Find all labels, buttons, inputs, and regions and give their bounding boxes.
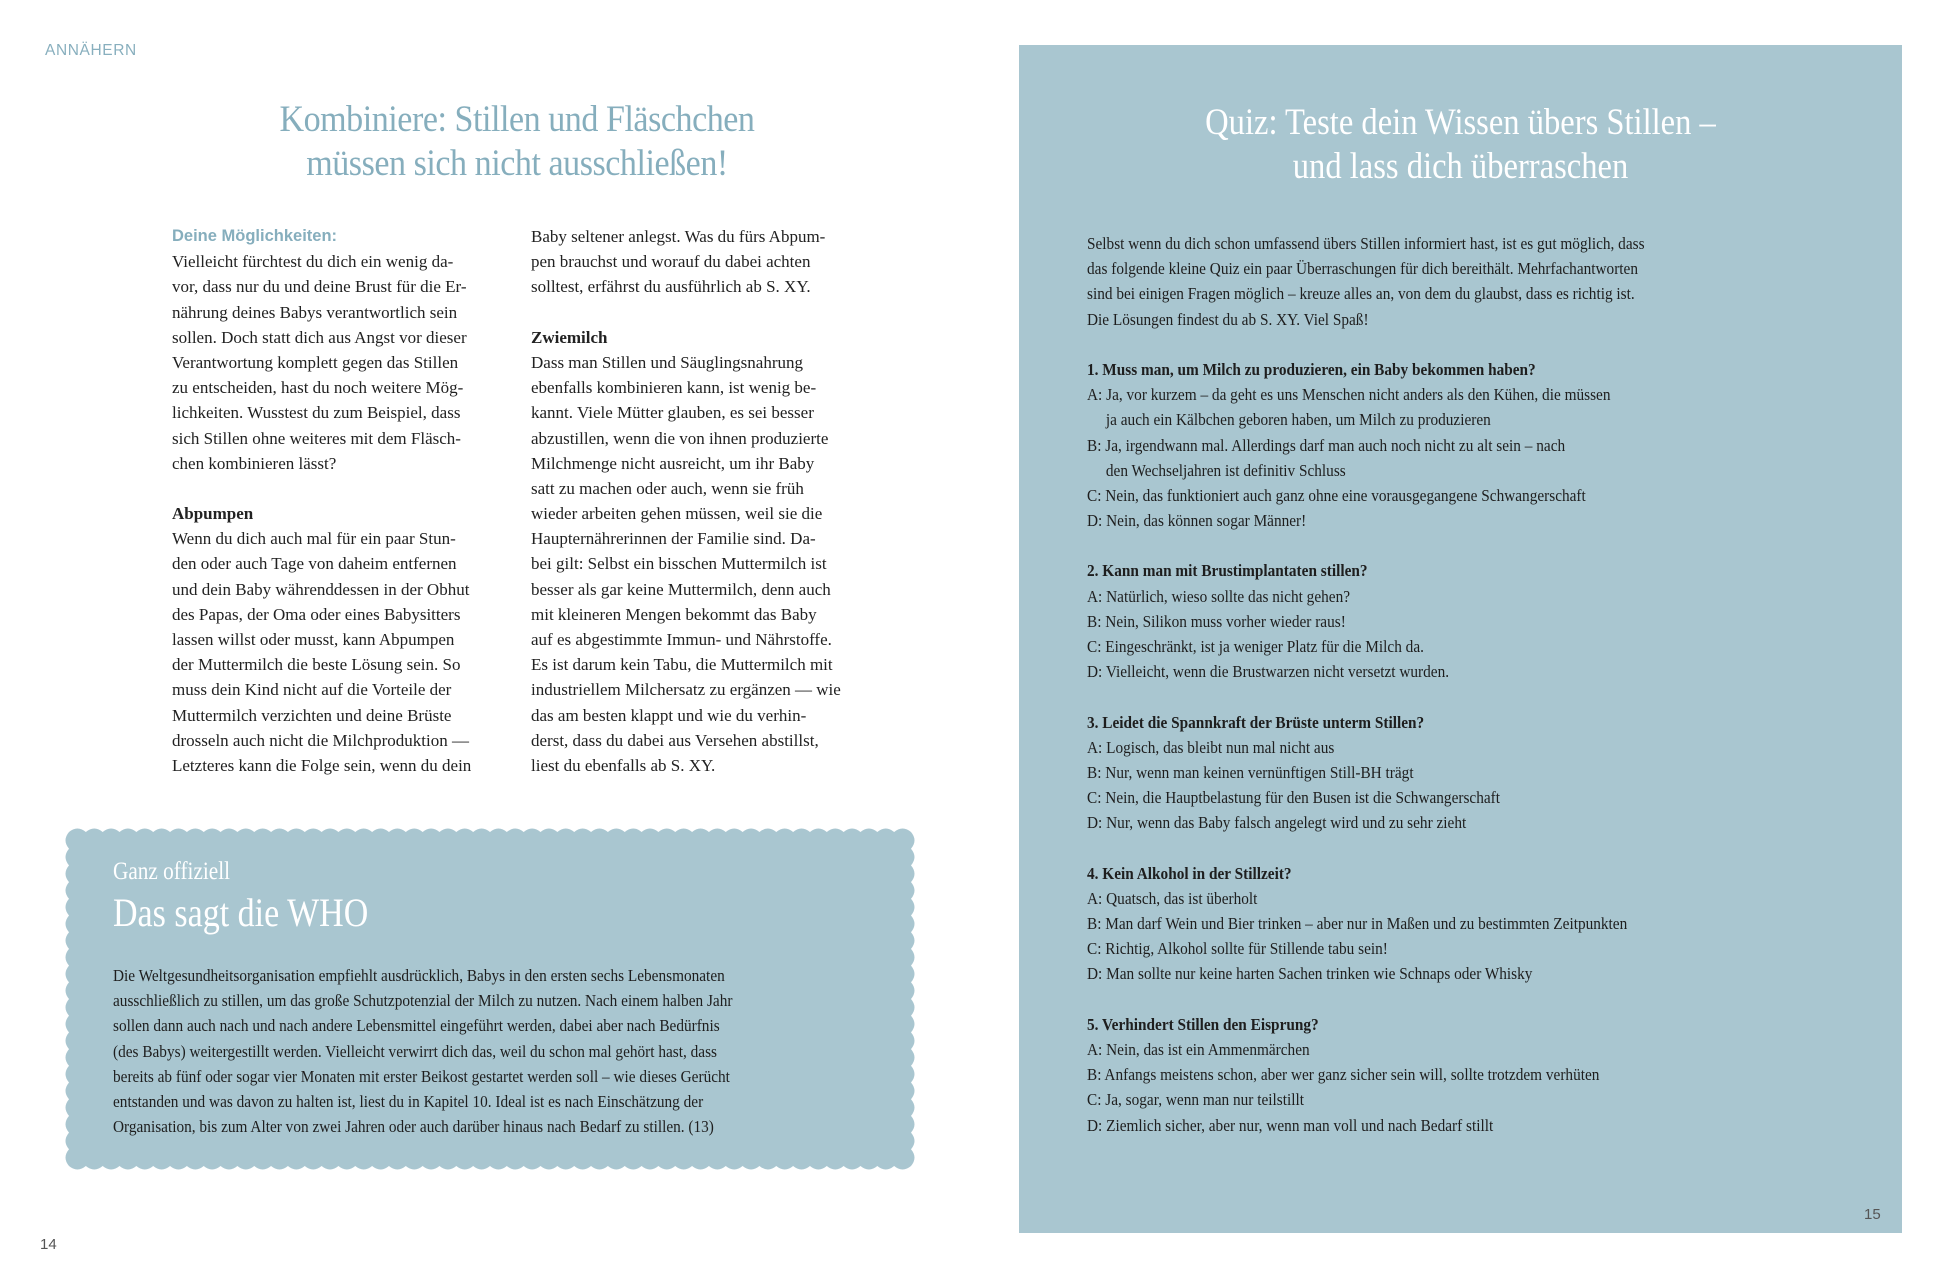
quiz-intro-line: das folgende kleine Quiz ein paar Überraschungen für dich bereithält. Mehrfachantworten — [1087, 259, 1638, 279]
paragraph-gap — [1087, 332, 1897, 357]
text-line: pen brauchst und worauf du dabei achten — [531, 252, 811, 272]
quiz-answer-option: D: Vielleicht, wenn die Brustwarzen nicht versetzt wurden. — [1087, 662, 1450, 682]
paragraph-abpumpen — [172, 526, 512, 778]
quiz-question-text: 5. Verhindert Stillen den Eisprung? — [1087, 1014, 1319, 1034]
quiz-answer-option: A: Nein, das ist ein Ammenmärchen — [1087, 1040, 1310, 1059]
quiz-answer-option: A: Ja, vor kurzem – da geht es uns Menschen nicht anders als den Kühen, die müssen — [1087, 385, 1611, 405]
text-line: liest du ebenfalls ab S. XY. — [531, 755, 716, 775]
quiz-question-4 — [1087, 861, 1897, 987]
text-line: industriellem Milchersatz zu ergänzen — wie — [531, 680, 841, 700]
text-line: lassen willst oder musst, kann Abpumpen — [172, 630, 455, 649]
text-column-1 — [172, 224, 512, 778]
page-title-right — [1072, 101, 1849, 189]
text-line: und dein Baby währenddessen in der Obhut — [172, 579, 470, 599]
quiz-answer-option: C: Nein, das funktioniert auch ganz ohne eine vorausgegangene Schwangerschaft — [1087, 485, 1586, 505]
text-line: drosseln auch nicht die Milchproduktion — — [172, 730, 469, 750]
who-box-title: Das sagt die WHO — [113, 890, 369, 935]
quiz-answer-option: A: Natürlich, wieso sollte das nicht gehen? — [1087, 586, 1351, 606]
page-number-left: 14 — [40, 1236, 57, 1253]
quiz-answer-option: D: Nein, das können sogar Männer! — [1087, 511, 1307, 531]
quiz-answer-option: ja auch ein Kälbchen geboren haben, um Milch zu produzieren — [1105, 410, 1491, 430]
quiz-body — [1087, 231, 1897, 1138]
text-line: muss dein Kind nicht auf die Vorteile der — [172, 680, 452, 700]
paragraph-gap — [172, 476, 512, 501]
text-line: besser als gar keine Muttermilch, denn auch — [531, 579, 831, 599]
subheading-zwiemilch: Zwiemilch — [531, 327, 608, 347]
quiz-answer-option: C: Eingeschränkt, ist ja weniger Platz für die Milch da. — [1087, 637, 1424, 656]
text-line: nährung deines Babys verantwortlich sein — [172, 302, 458, 322]
quiz-answer-option: D: Nur, wenn das Baby falsch angelegt wird und zu sehr zieht — [1087, 813, 1467, 833]
quiz-answer-option: C: Ja, sogar, wenn man nur teilstillt — [1087, 1090, 1304, 1110]
quiz-question-2 — [1087, 558, 1897, 684]
title-line: müssen sich nicht ausschließen! — [306, 143, 728, 184]
paragraph-gap — [531, 300, 871, 325]
text-line: ebenfalls kombinieren kann, ist wenig be- — [531, 378, 817, 398]
text-line: Wenn du dich auch mal für ein paar Stun- — [172, 529, 456, 549]
quiz-question-5 — [1087, 1012, 1897, 1138]
text-line: Dass man Stillen und Säuglingsnahrung — [531, 352, 803, 372]
quiz-question-text: 4. Kein Alkohol in der Stillzeit? — [1087, 863, 1292, 883]
quiz-question-1 — [1087, 357, 1897, 533]
quiz-answer-option: C: Richtig, Alkohol sollte für Stillende tabu sein! — [1087, 939, 1388, 959]
quiz-answer-option: A: Quatsch, das ist überholt — [1087, 888, 1258, 908]
text-line: bei gilt: Selbst ein bisschen Muttermilch ist — [531, 554, 827, 574]
section-label: ANNÄHERN — [45, 42, 137, 59]
quiz-answer-option: D: Man sollte nur keine harten Sachen trinken wie Schnaps oder Whisky — [1087, 964, 1533, 984]
text-line: Letzteres kann die Folge sein, wenn du dein — [172, 755, 472, 775]
paragraph-zwiemilch — [531, 350, 871, 778]
text-line: entstanden und was davon zu halten ist, liest du in Kapitel 10. Ideal ist es nach Einschätzung der — [113, 1091, 704, 1111]
text-line: wieder arbeiten gehen müssen, weil sie die — [531, 504, 823, 524]
quiz-question-text: 1. Muss man, um Milch zu produzieren, ein Baby bekommen haben? — [1087, 359, 1536, 379]
who-box-body — [113, 963, 923, 1139]
text-column-2 — [531, 224, 871, 778]
quiz-answer-option: B: Man darf Wein und Bier trinken – aber nur in Maßen und zu bestimmten Zeitpunkten — [1087, 914, 1628, 934]
text-line: chen kombinieren lässt? — [172, 453, 337, 473]
text-line: vor, dass nur du und deine Brust für die Er- — [172, 277, 467, 297]
paragraph-intro — [172, 249, 512, 476]
text-line: mit kleineren Mengen bekommt das Baby — [531, 604, 817, 624]
text-line: sollen. Doch statt dich aus Angst vor dieser — [172, 327, 467, 347]
quiz-answer-option: B: Nur, wenn man keinen vernünftigen Still-BH trägt — [1087, 762, 1414, 782]
text-line: Organisation, bis zum Alter von zwei Jahren oder auch darüber hinaus nach Bedarf zu stillen. (13) — [113, 1117, 714, 1137]
paragraph-gap — [1087, 987, 1897, 1012]
subheading-abpumpen: Abpumpen — [172, 504, 254, 524]
text-line: sollen dann auch nach und nach andere Lebensmittel eingeführt werden, dabei aber nach Bedürfnis — [113, 1016, 720, 1036]
quiz-intro-line: Die Lösungen findest du ab S. XY. Viel Spaß! — [1087, 309, 1369, 329]
text-line: Es ist darum kein Tabu, die Muttermilch mit — [531, 655, 833, 675]
quiz-intro-line: Selbst wenn du dich schon umfassend übers Stillen informiert hast, ist es gut möglich, dass — [1087, 234, 1645, 253]
quiz-answer-option: B: Ja, irgendwann mal. Allerdings darf man auch noch nicht zu alt sein – nach — [1087, 435, 1566, 455]
quiz-answer-option: den Wechseljahren ist definitiv Schluss — [1105, 460, 1346, 480]
text-line: Muttermilch verzichten und deine Brüste — [172, 705, 452, 725]
text-line: kannt. Viele Mütter glauben, es sei besser — [531, 403, 814, 423]
text-line: Milchmenge nicht ausreicht, um ihr Baby — [531, 453, 815, 473]
text-line: (des Babys) weitergestillt werden. Vielleicht verwirrt dich das, weil du schon mal gehört hast, dass — [113, 1041, 717, 1061]
text-line: der Muttermilch die beste Lösung sein. So — [172, 655, 461, 675]
paragraph-gap — [1087, 836, 1897, 861]
page-title-left — [200, 98, 835, 186]
quiz-question-3 — [1087, 710, 1897, 836]
quiz-intro-line: sind bei einigen Fragen möglich – kreuze alles an, von dem du glaubst, dass es richtig ist. — [1087, 284, 1635, 304]
text-line: des Papas, der Oma oder eines Babysitters — [172, 604, 461, 624]
text-line: auf es abgestimmte Immun- und Nährstoffe. — [531, 630, 832, 649]
subheading-options: Deine Möglichkeiten: — [172, 227, 338, 245]
text-line: das am besten klappt und wie du verhin- — [531, 705, 807, 725]
paragraph-abpumpen-continued — [531, 224, 871, 300]
quiz-answer-option: A: Logisch, das bleibt nun mal nicht aus — [1087, 737, 1335, 757]
quiz-answer-option: B: Nein, Silikon muss vorher wieder raus! — [1087, 611, 1346, 631]
quiz-answer-option: C: Nein, die Hauptbelastung für den Busen ist die Schwangerschaft — [1087, 788, 1501, 808]
text-line: sich Stillen ohne weiteres mit dem Fläsch- — [172, 428, 461, 448]
text-line: Verantwortung komplett gegen das Stillen — [172, 352, 459, 372]
title-line: Kombiniere: Stillen und Fläschchen — [279, 99, 755, 140]
page-number-right: 15 — [1864, 1206, 1881, 1223]
text-line: zu entscheiden, hast du noch weitere Mög- — [172, 378, 464, 398]
quiz-question-text: 2. Kann man mit Brustimplantaten stillen? — [1087, 561, 1368, 581]
text-line: bereits ab fünf oder sogar vier Monaten mit erster Beikost gestartet werden soll – wie dieses Gerücht — [113, 1066, 730, 1086]
text-line: den oder auch Tage von daheim entfernen — [172, 554, 457, 574]
text-line: derst, dass du dabei aus Versehen abstillst, — [531, 730, 819, 750]
title-line: Quiz: Teste dein Wissen übers Stillen – — [1205, 102, 1716, 143]
paragraph-gap — [1087, 684, 1897, 709]
text-line: satt zu machen oder auch, wenn sie früh — [531, 478, 804, 498]
text-line: lichkeiten. Wusstest du zum Beispiel, dass — [172, 403, 461, 423]
text-line: solltest, erfährst du ausführlich ab S. XY. — [531, 277, 811, 297]
who-box-kicker: Ganz offiziell — [113, 858, 231, 885]
quiz-answer-option: B: Anfangs meistens schon, aber wer ganz sicher sein will, sollte trotzdem verhüten — [1087, 1065, 1600, 1085]
text-line: Baby seltener anlegst. Was du fürs Abpum- — [531, 227, 826, 246]
text-line: abzustillen, wenn die von ihnen produzierte — [531, 428, 829, 448]
paragraph-gap — [1087, 533, 1897, 558]
quiz-question-text: 3. Leidet die Spannkraft der Brüste unterm Stillen? — [1087, 712, 1425, 732]
text-line: ausschließlich zu stillen, um das große Schutzpotenzial der Milch zu nutzen. Nach einem halben Jahr — [113, 991, 733, 1011]
text-line: Die Weltgesundheitsorganisation empfiehlt ausdrücklich, Babys in den ersten sechs Lebensmonaten — [113, 966, 725, 985]
text-line: Vielleicht fürchtest du dich ein wenig da- — [172, 252, 454, 272]
text-line: Haupternährerinnen der Familie sind. Da- — [531, 529, 816, 549]
title-line: und lass dich überraschen — [1292, 146, 1629, 187]
quiz-answer-option: D: Ziemlich sicher, aber nur, wenn man voll und nach Bedarf stillt — [1087, 1115, 1494, 1135]
